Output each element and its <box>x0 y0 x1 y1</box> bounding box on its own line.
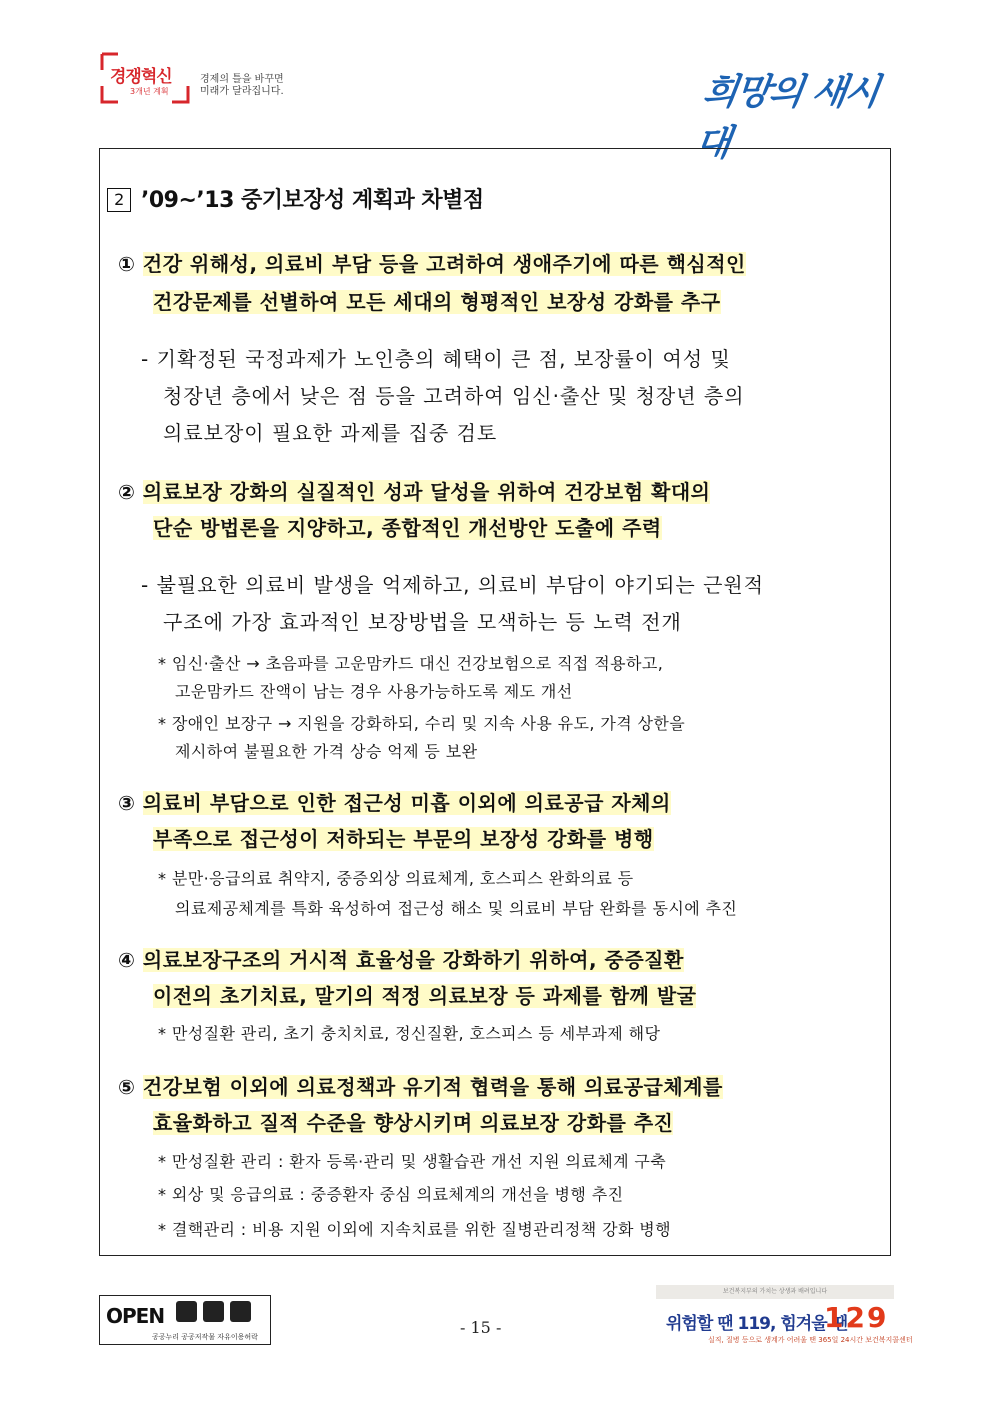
item-5-text-1: 건강보험 이외에 의료정책과 유기적 협력을 통해 의료공급체계를 <box>142 1075 723 1099</box>
item-2-bullet-line-2: 구조에 가장 효과적인 보장방법을 모색하는 등 노력 전개 <box>163 610 682 634</box>
item-2-marker: ② <box>118 480 136 504</box>
item-3-note-1-line-1: * 분만·응급의료 취약지, 중증외상 의료체계, 호스피스 완화의료 등 <box>158 869 634 888</box>
item-5-note-2: * 외상 및 응급의료 : 중증환자 중심 의료체계의 개선을 병행 추진 <box>158 1185 624 1204</box>
item-5-note-3: * 결핵관리 : 비용 지원 이외에 지속치료를 위한 질병관리정책 강화 병행 <box>158 1220 672 1239</box>
item-2-line-1 <box>118 476 710 505</box>
item-2-note-1-line-2: 고운맘카드 잔액이 남는 경우 사용가능하도록 제도 개선 <box>175 682 573 701</box>
item-5-text-2: 효율화하고 질적 수준을 향상시키며 의료보장 강화를 추진 <box>153 1111 674 1135</box>
open-label: OPEN <box>106 1304 165 1328</box>
item-1-text-1: 건강 위해성, 의료비 부담 등을 고려하여 생애주기에 따른 핵심적인 <box>142 252 746 276</box>
item-4-line-2 <box>153 980 696 1009</box>
header-logo-new-era <box>693 56 896 164</box>
attribution-icon <box>176 1301 197 1322</box>
item-2-text-2: 단순 방법론을 지양하고, 종합적인 개선방안 도출에 주력 <box>153 516 662 540</box>
slogan-line-2: 미래가 달라집니다. <box>200 86 284 97</box>
item-3-text-1: 의료비 부담으로 인한 접근성 미흡 이외에 의료공급 자체의 <box>142 791 671 815</box>
slogan-line-1: 경제의 틀을 바꾸면 <box>200 74 284 85</box>
item-1-line-1 <box>118 248 746 277</box>
item-1-bullet-line-3: 의료보장이 필요한 과제를 집중 검토 <box>163 421 498 445</box>
banner-small-text: 실직, 질병 등으로 생계가 어려울 땐 365일 24시간 보건복지콜센터 <box>708 1336 913 1344</box>
item-4-line-1 <box>118 944 684 973</box>
item-5-line-2 <box>153 1107 673 1136</box>
item-1-bullet-line-1: - 기확정된 국정과제가 노인층의 혜택이 큰 점, 보장률이 여성 및 <box>141 347 731 371</box>
new-era-logo-text: 희망의 새시대 <box>693 71 881 164</box>
no-commercial-icon <box>203 1301 224 1322</box>
item-3-note-1-line-2: 의료제공체계를 특화 육성하여 접근성 해소 및 의료비 부담 완화를 동시에 추진 <box>175 899 738 918</box>
section-title-text: ’09~’13 중기보장성 계획과 차별점 <box>141 188 484 213</box>
item-2-note-2-line-2: 제시하여 불필요한 가격 상승 억제 등 보완 <box>175 742 478 761</box>
no-derivatives-icon <box>230 1301 251 1322</box>
page-number: - 15 - <box>460 1318 502 1337</box>
banner-top-text: 보건복지부의 가치는 상생과 배려입니다 <box>656 1285 894 1299</box>
item-1-marker: ① <box>118 252 136 276</box>
header-slogan <box>200 74 284 98</box>
item-2-bullet-line-1: - 불필요한 의료비 발생을 억제하고, 의료비 부담이 야기되는 근원적 <box>141 573 765 597</box>
item-2-line-2 <box>153 512 662 541</box>
item-2-text-1: 의료보장 강화의 실질적인 성과 달성을 위하여 건강보험 확대의 <box>142 480 711 504</box>
item-3-text-2: 부족으로 접근성이 저하되는 부문의 보장성 강화를 병행 <box>153 827 654 851</box>
header-logo-economy <box>100 52 190 104</box>
item-5-note-1: * 만성질환 관리 : 환자 등록·관리 및 생활습관 개선 지원 의료체계 구축 <box>158 1152 667 1171</box>
section-number-box: 2 <box>107 188 131 212</box>
open-license-sub: 공공누리 공공저작물 자유이용허락 <box>152 1333 258 1341</box>
item-1-text-2: 건강문제를 선별하여 모든 세대의 형평적인 보장성 강화를 추구 <box>153 290 721 314</box>
item-3-marker: ③ <box>118 791 136 815</box>
item-1-line-2 <box>153 286 721 315</box>
open-license-badge <box>99 1295 271 1345</box>
item-4-note-1: * 만성질환 관리, 초기 충치치료, 정신질환, 호스피스 등 세부과제 해당 <box>158 1024 661 1043</box>
section-title <box>107 183 484 214</box>
item-5-line-1 <box>118 1071 723 1100</box>
item-3-line-2 <box>153 823 654 852</box>
item-5-marker: ⑤ <box>118 1075 136 1099</box>
item-4-text-2: 이전의 초기치료, 말기의 적정 의료보장 등 과제를 함께 발굴 <box>153 984 697 1008</box>
item-4-marker: ④ <box>118 948 136 972</box>
item-4-text-1: 의료보장구조의 거시적 효율성을 강화하기 위하여, 중증질환 <box>142 948 684 972</box>
hotline-banner <box>656 1285 913 1351</box>
logo-text-main: 경쟁혁신 <box>110 67 172 87</box>
banner-main-text: 위험할 땐 119, 힘겨울 땐 <box>666 1314 847 1334</box>
item-3-line-1 <box>118 787 671 816</box>
banner-number: 129 <box>824 1301 889 1334</box>
logo-text-sub: 3개년 계획 <box>130 87 169 96</box>
item-1-bullet-line-2: 청장년 층에서 낮은 점 등을 고려하여 임신·출산 및 청장년 층의 <box>163 384 745 408</box>
item-2-note-2-line-1: * 장애인 보장구 → 지원을 강화하되, 수리 및 지속 사용 유도, 가격 상한을 <box>158 714 686 733</box>
item-2-note-1-line-1: * 임신·출산 → 초음파를 고운맘카드 대신 건강보험으로 직접 적용하고, <box>158 654 664 673</box>
